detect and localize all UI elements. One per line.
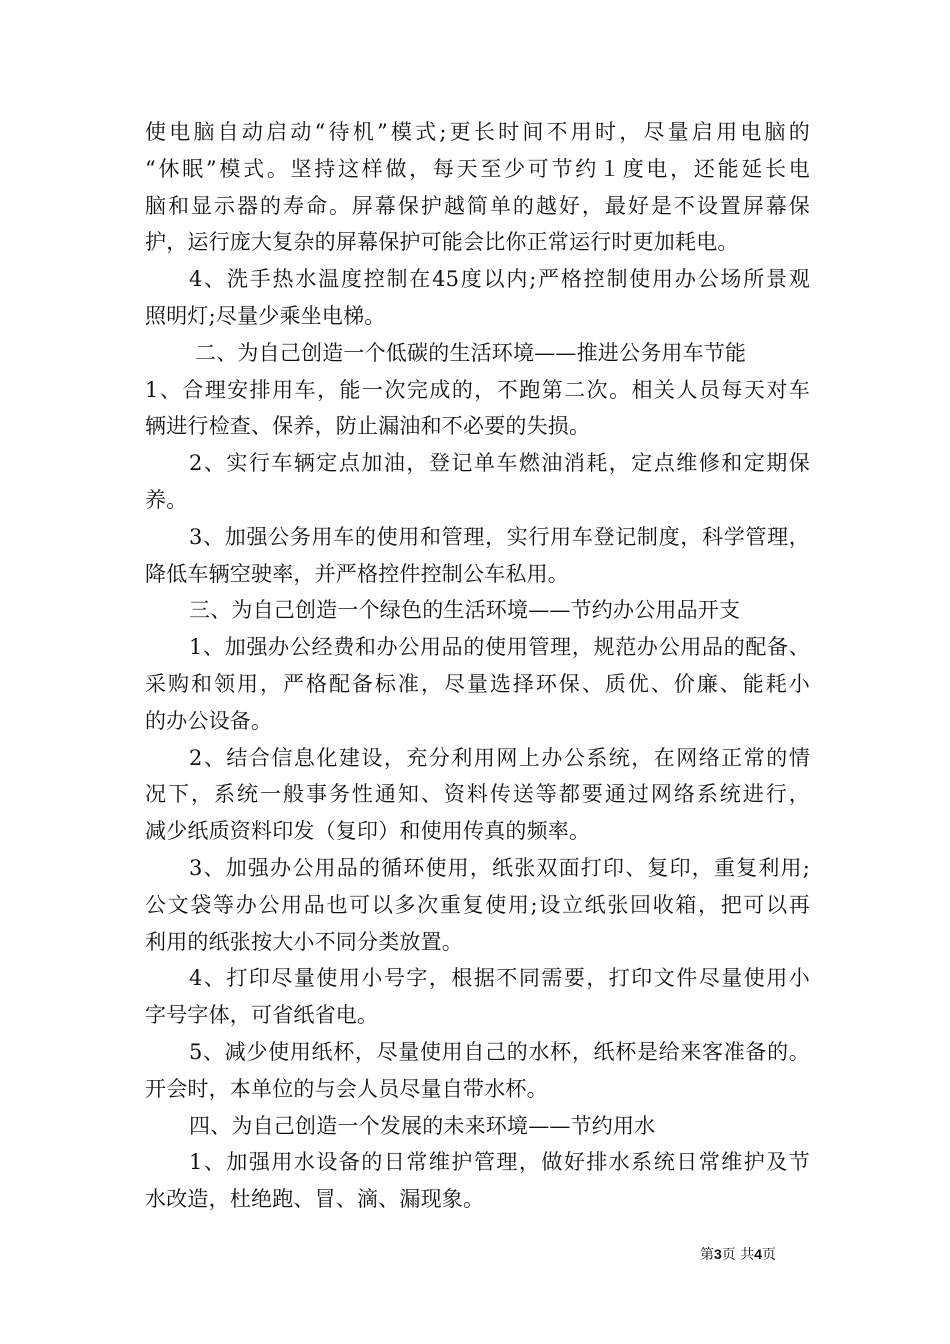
paragraph-first-line: 2、实行车辆定点加油，登记单车燃油消耗，定点维修和定期保 [189,451,810,476]
section-heading-4: 四、为自己创造一个发展的未来环境——节约用水 [189,1113,656,1138]
section-heading-3: 三、为自己创造一个绿色的生活环境——节约办公用品开支 [189,598,741,623]
body-line: 使电脑自动启动“待机”模式;更长时间不用时，尽量启用电脑的 [145,120,810,144]
total-page-number: 4 [754,1246,763,1262]
body-line: 降低车辆空驶率，并严格控件控制公车私用。 [145,561,569,586]
body-line: 的办公设备。 [145,708,273,733]
current-page-number: 3 [714,1246,722,1262]
body-line: “休眠”模式。坚持这样做，每天至少可节约１度电，还能延长电 [145,156,810,181]
body-line: 辆进行检查、保养，防止漏油和不必要的失损。 [145,414,591,439]
paragraph-first-line: 1、加强办公经费和办公用品的使用管理，规范办公用品的配备、 [189,635,810,660]
paragraph-first-line: 4、打印尽量使用小号字，根据不同需要，打印文件尽量使用小 [189,966,810,991]
document-body [145,114,810,1218]
body-line: 养。 [145,487,188,512]
footer-suffix: 页 [762,1247,777,1263]
body-line: 护，运行庞大复杂的屏幕保护可能会比你正常运行时更加耗电。 [145,230,739,255]
body-line: 况下，系统一般事务性通知、资料传送等都要通过网络系统进行， [145,782,810,807]
body-line: 利用的纸张按大小不同分类放置。 [145,929,463,954]
page-number-footer [700,1245,820,1264]
body-line: 脑和显示器的寿命。屏幕保护越简单的越好，最好是不设置屏幕保 [145,193,810,218]
footer-prefix: 第 [700,1247,714,1263]
body-line: 采购和领用，严格配备标准，尽量选择环保、质优、价廉、能耗小 [145,671,810,696]
body-line: 1、合理安排用车，能一次完成的，不跑第二次。相关人员每天对车 [145,377,810,402]
body-line: 水改造，杜绝跑、冒、滴、漏现象。 [145,1187,485,1212]
section-heading-2: 二、为自己创造一个低碳的生活环境——推进公务用车节能 [195,340,747,365]
paragraph-first-line: 2、结合信息化建设，充分利用网上办公系统，在网络正常的情 [189,745,810,770]
body-line: 减少纸质资料印发（复印）和使用传真的频率。 [145,819,591,844]
paragraph-first-line: 1、加强用水设备的日常维护管理，做好排水系统日常维护及节 [189,1150,810,1175]
paragraph-first-line: 3、加强公务用车的使用和管理，实行用车登记制度，科学管理， [189,524,810,549]
paragraph-first-line: 4、洗手热水温度控制在45度以内;严格控制使用办公场所景观 [189,267,810,292]
footer-middle: 页 共 [721,1247,755,1263]
body-line: 照明灯;尽量少乘坐电梯。 [145,303,386,328]
paragraph-first-line: 5、减少使用纸杯，尽量使用自己的水杯，纸杯是给来客准备的。 [189,1039,810,1064]
body-line: 开会时，本单位的与会人员尽量自带水杯。 [145,1076,548,1101]
body-line: 字号字体，可省纸省电。 [145,1003,379,1028]
paragraph-first-line: 3、加强办公用品的循环使用，纸张双面打印、复印，重复利用; [189,855,810,880]
body-line: 公文袋等办公用品也可以多次重复使用;设立纸张回收箱，把可以再 [145,892,810,917]
